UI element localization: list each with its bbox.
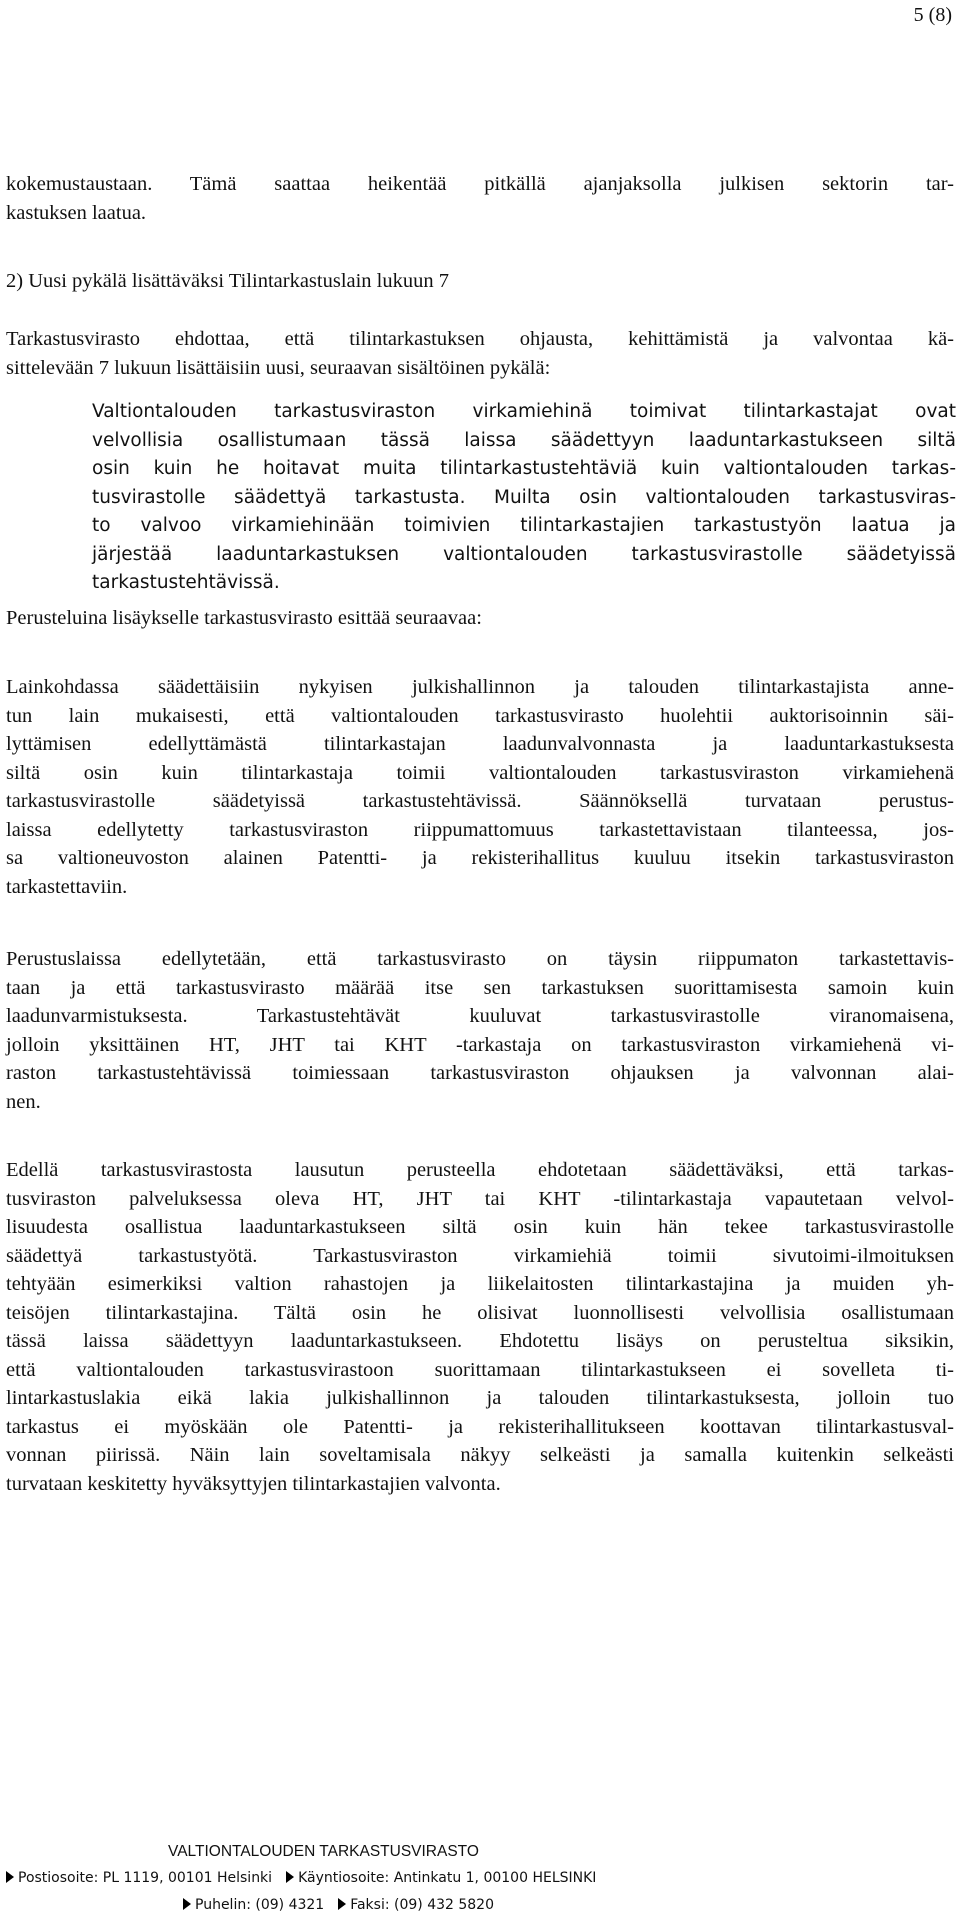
triangle-bullet-icon <box>338 1898 346 1910</box>
text-line: velvollisia osallistumaan tässä laissa säädettyyn laaduntarkastukseen siltä <box>92 429 956 451</box>
text-line: että valtiontalouden tarkastusvirastoon suorittamaan tilintarkastukseen ei sovelleta ti- <box>6 1358 954 1381</box>
text-line: tarkastustehtävissä. <box>92 572 280 593</box>
text-line: tusviraston palveluksessa oleva HT, JHT tai KHT -tilintarkastaja vapautetaan velvol- <box>6 1187 954 1210</box>
text-line: vonnan piirissä. Näin lain soveltamisala näkyy selkeästi ja samalla kuitenkin selkeästi <box>6 1444 954 1466</box>
text-line: laissa edellytetty tarkastusviraston riippumattomuus tarkastettavistaan tilanteessa, jos- <box>6 818 954 841</box>
text-line: Perustuslaissa edellytetään, että tarkastusvirasto on täysin riippumaton tarkastettavis- <box>6 948 954 970</box>
text-line: Tarkastusvirasto ehdottaa, että tilintarkastuksen ohjausta, kehittämistä ja valvontaa kä- <box>6 328 954 350</box>
text-line: lintarkastuslakia eikä lakia julkishallinnon ja talouden tilintarkastuksesta, jolloin tuo <box>6 1387 954 1409</box>
text-line: Lainkohdassa säädettäisiin nykyisen julkishallinnon ja talouden tilintarkastajista anne- <box>6 676 954 698</box>
text-line: tusvirastolle säädettyä tarkastusta. Muilta osin valtiontalouden tarkastusviras- <box>92 486 956 508</box>
postal-address: Postiosoite: PL 1119, 00101 Helsinki <box>18 1870 273 1886</box>
text-line: tässä laissa säädettyyn laaduntarkastukseen. Ehdotettu lisäys on perusteltua siksikin, <box>6 1330 954 1352</box>
text-line: tarkastus ei myöskään ole Patentti- ja rekisterihallitukseen koottavan tilintarkastusval- <box>6 1415 954 1438</box>
text-line: osin kuin he hoitavat muita tilintarkastustehtäviä kuin valtiontalouden tarkas- <box>92 458 956 479</box>
triangle-bullet-icon <box>6 1871 14 1883</box>
triangle-bullet-icon <box>286 1871 294 1883</box>
section-heading: 2) Uusi pykälä lisättäväksi Tilintarkastuslain lukuun 7 <box>6 270 450 292</box>
triangle-bullet-icon <box>183 1898 191 1910</box>
text-line: tun lain mukaisesti, että valtiontalouden tarkastusvirasto huolehtii auktorisoinnin säi- <box>6 704 954 727</box>
text-line: taan ja että tarkastusvirasto määrää itse sen tarkastuksen suorittamisesta samoin kuin <box>6 976 954 999</box>
text-line: to valvoo virkamiehinään toimivien tilintarkastajien tarkastustyön laatua ja <box>92 515 956 536</box>
text-line: säädettyä tarkastustyötä. Tarkastusviraston virkamiehiä toimii sivutoimi-ilmoituksen <box>6 1244 954 1267</box>
text-line: raston tarkastustehtävissä toimiessaan tarkastusviraston ohjauksen ja valvonnan alai- <box>6 1062 954 1084</box>
text-line: laadunvarmistuksesta. Tarkastustehtävät kuuluvat tarkastusvirastolle viranomaisena, <box>6 1005 954 1027</box>
text-line: turvataan keskitetty hyväksyttyjen tilintarkastajien valvonta. <box>6 1472 501 1495</box>
paragraph-justification-2 <box>6 945 954 1116</box>
paragraph-justification-intro <box>6 604 954 633</box>
text-line: lyttämisen edellyttämästä tilintarkastajan laadunvalvonnasta ja laaduntarkastuksesta <box>6 733 954 755</box>
paragraph-justification-3 <box>6 1156 954 1498</box>
text-line: tarkastusvirastolle säädetyissä tarkastustehtävissä. Säännöksellä turvataan perustus- <box>6 790 954 812</box>
text-line: teisöjen tilintarkastajina. Tältä osin he olisivat luonnollisesti velvollisia osallistumaan <box>6 1301 954 1324</box>
footer-organization: VALTIONTALOUDEN TARKASTUSVIRASTO <box>168 1843 479 1860</box>
text-line: tehtyään esimerkiksi valtion rahastojen ja liikelaitosten tilintarkastajina ja muiden yh- <box>6 1273 954 1295</box>
text-line: jolloin yksittäinen HT, JHT tai KHT -tarkastaja on tarkastusviraston virkamiehenä vi- <box>6 1033 954 1056</box>
intro-paragraph <box>6 170 954 227</box>
paragraph-justification-1 <box>6 673 954 901</box>
text-line: nen. <box>6 1090 41 1113</box>
text-line: kokemustaustaan. Tämä saattaa heikentää pitkällä ajanjaksolla julkisen sektorin tar- <box>6 173 954 195</box>
text-line: sittelevään 7 lukuun lisättäisiin uusi, seuraavan sisältöinen pykälä: <box>6 356 551 379</box>
text-line: järjestää laaduntarkastuksen valtiontalouden tarkastusvirastolle säädetyissä <box>92 543 956 565</box>
visiting-address: Käyntiosoite: Antinkatu 1, 00100 HELSINKI <box>298 1870 597 1886</box>
paragraph-proposal <box>6 325 954 382</box>
fax-number: Faksi: (09) 432 5820 <box>350 1897 494 1913</box>
text-line: Valtiontalouden tarkastusviraston virkamiehinä toimivat tilintarkastajat ovat <box>92 401 956 422</box>
page-number: 5 (8) <box>913 4 952 26</box>
proposed-section-text <box>92 398 956 598</box>
text-line: siltä osin kuin tilintarkastaja toimii valtiontalouden tarkastusviraston virkamiehenä <box>6 761 954 784</box>
footer-address-line <box>6 1870 596 1886</box>
text-line: tarkastettaviin. <box>6 875 128 898</box>
text-line: Edellä tarkastusvirastosta lausutun perusteella ehdotetaan säädettäväksi, että tarkas- <box>6 1159 954 1181</box>
text-line: Perusteluina lisäykselle tarkastusvirasto esittää seuraavaa: <box>6 607 482 629</box>
footer-contact-line <box>183 1897 494 1913</box>
text-line: kastuksen laatua. <box>6 201 147 224</box>
text-line: sa valtioneuvoston alainen Patentti- ja rekisterihallitus kuuluu itsekin tarkastusviraston <box>6 847 954 869</box>
phone-number: Puhelin: (09) 4321 <box>195 1897 325 1913</box>
text-line: lisuudesta osallistua laaduntarkastukseen siltä osin kuin hän tekee tarkastusvirastolle <box>6 1216 954 1238</box>
